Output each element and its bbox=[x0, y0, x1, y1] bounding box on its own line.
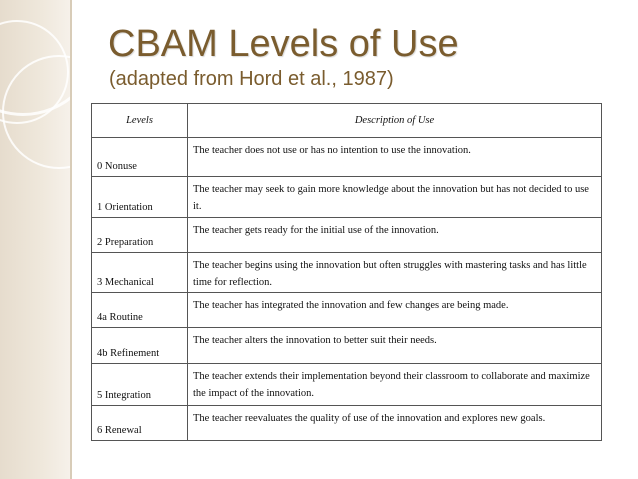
table-row bbox=[92, 406, 602, 441]
table-header-row bbox=[92, 104, 602, 138]
header-levels: Levels bbox=[92, 104, 188, 138]
table-row bbox=[92, 253, 602, 293]
table-row bbox=[92, 293, 602, 328]
level-cell: 5 Integration bbox=[92, 364, 188, 406]
level-cell: 6 Renewal bbox=[92, 406, 188, 441]
header-description: Description of Use bbox=[188, 104, 602, 138]
description-cell: The teacher reevaluates the quality of use of the innovation and explores new goals. bbox=[188, 406, 602, 441]
level-cell: 4a Routine bbox=[92, 293, 188, 328]
level-cell: 3 Mechanical bbox=[92, 253, 188, 293]
table-row bbox=[92, 218, 602, 253]
table-row bbox=[92, 364, 602, 406]
slide-subtitle: (adapted from Hord et al., 1987) bbox=[109, 68, 394, 90]
description-cell: The teacher begins using the innovation but often struggles with mastering tasks and has little time for reflection. bbox=[188, 253, 602, 293]
description-cell: The teacher has integrated the innovation and few changes are being made. bbox=[188, 293, 602, 328]
level-cell: 2 Preparation bbox=[92, 218, 188, 253]
band-divider bbox=[70, 0, 72, 479]
table-row bbox=[92, 177, 602, 218]
decorative-left-band bbox=[0, 0, 70, 479]
description-cell: The teacher gets ready for the initial use of the innovation. bbox=[188, 218, 602, 253]
description-cell: The teacher may seek to gain more knowledge about the innovation but has not decided to use it. bbox=[188, 177, 602, 218]
level-cell: 0 Nonuse bbox=[92, 138, 188, 177]
table-row bbox=[92, 138, 602, 177]
level-cell: 4b Refinement bbox=[92, 328, 188, 364]
level-cell: 1 Orientation bbox=[92, 177, 188, 218]
description-cell: The teacher extends their implementation beyond their classroom to collaborate and maximize the impact of the innovation. bbox=[188, 364, 602, 406]
description-cell: The teacher alters the innovation to better suit their needs. bbox=[188, 328, 602, 364]
table-row bbox=[92, 328, 602, 364]
description-cell: The teacher does not use or has no intention to use the innovation. bbox=[188, 138, 602, 177]
levels-of-use-table bbox=[91, 103, 602, 441]
slide-title: CBAM Levels of Use bbox=[108, 23, 459, 65]
